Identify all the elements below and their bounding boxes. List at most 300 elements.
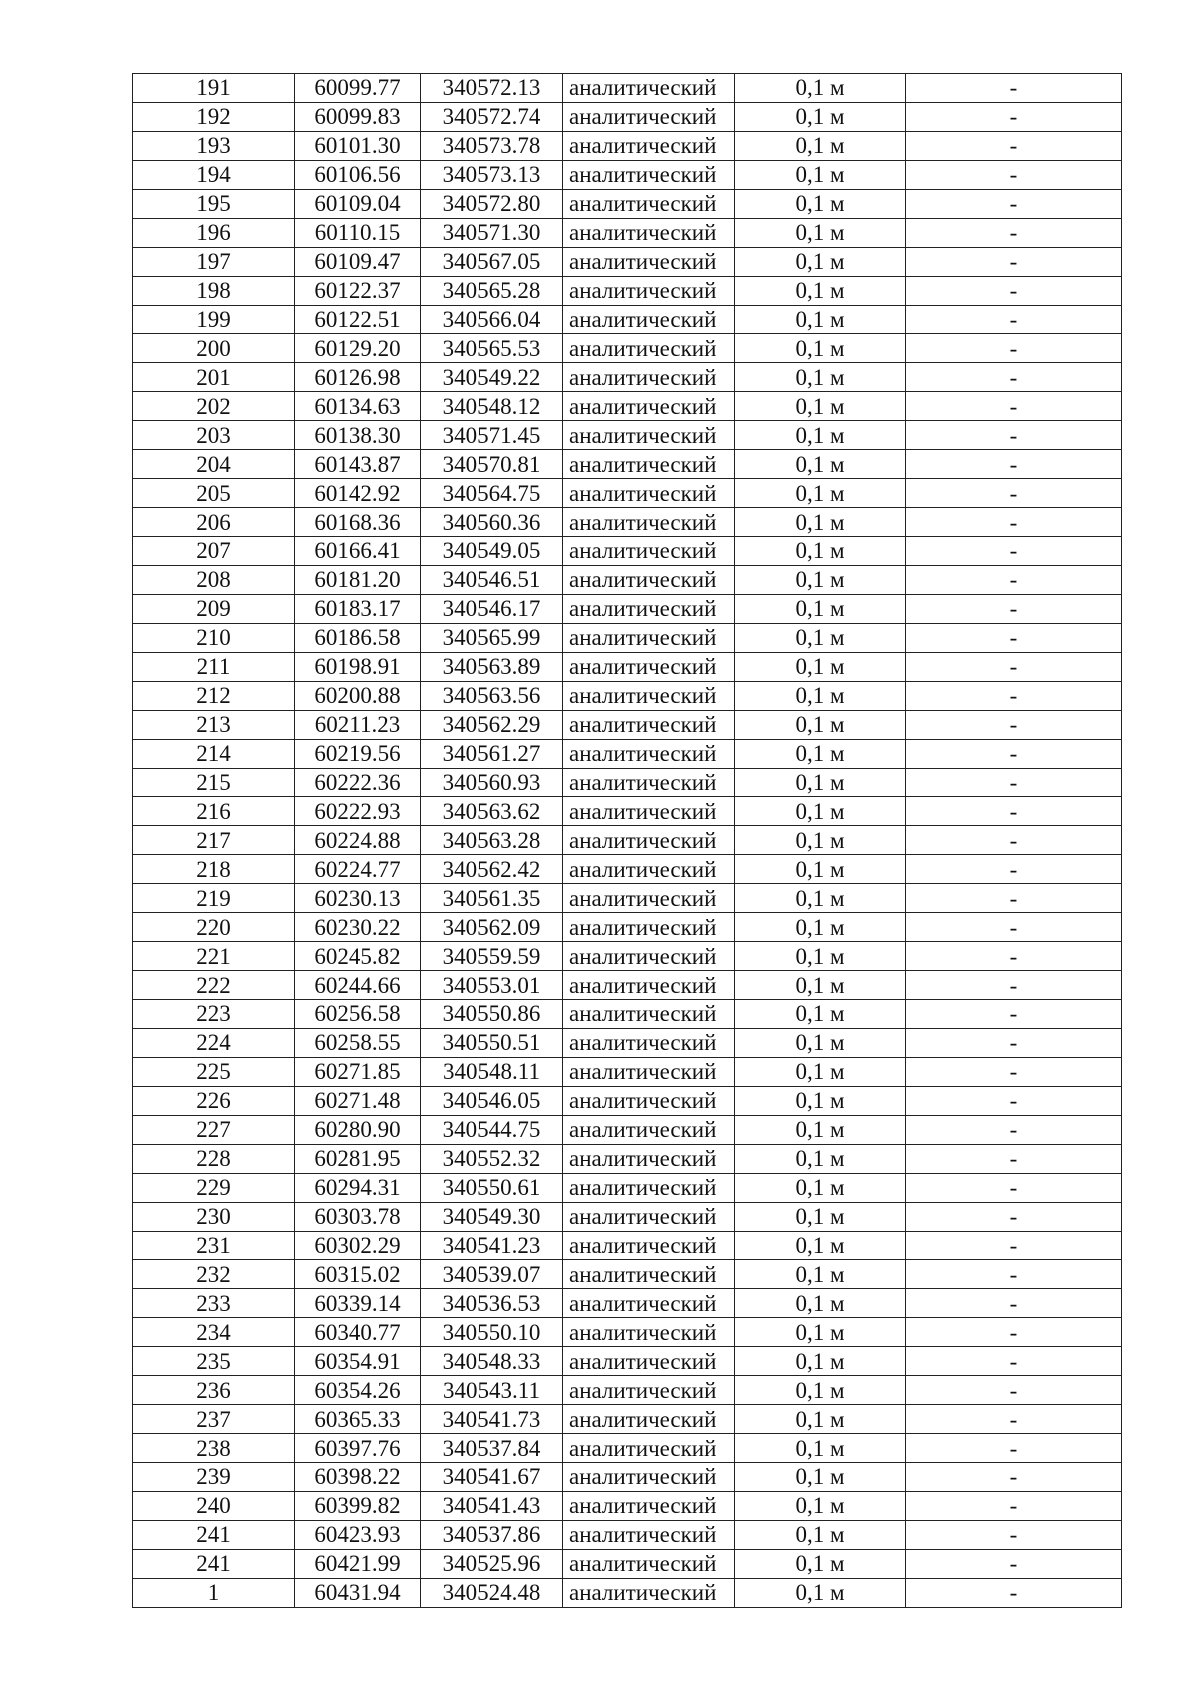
- y-coordinate-cell: 340566.04: [421, 305, 563, 334]
- accuracy-cell: 0,1 м: [735, 1202, 906, 1231]
- point-number-cell: 234: [133, 1318, 295, 1347]
- table-row: [133, 1463, 1122, 1492]
- note-cell: -: [906, 913, 1122, 942]
- y-coordinate-cell: 340541.73: [421, 1405, 563, 1434]
- note-cell: -: [906, 623, 1122, 652]
- accuracy-cell: 0,1 м: [735, 1289, 906, 1318]
- method-cell: аналитический: [563, 623, 735, 652]
- y-coordinate-cell: 340549.22: [421, 363, 563, 392]
- table-row: [133, 218, 1122, 247]
- table-row: [133, 479, 1122, 508]
- note-cell: -: [906, 189, 1122, 218]
- method-cell: аналитический: [563, 681, 735, 710]
- table-row: [133, 710, 1122, 739]
- y-coordinate-cell: 340550.61: [421, 1173, 563, 1202]
- y-coordinate-cell: 340567.05: [421, 247, 563, 276]
- x-coordinate-cell: 60399.82: [295, 1491, 421, 1520]
- y-coordinate-cell: 340524.48: [421, 1578, 563, 1607]
- note-cell: -: [906, 421, 1122, 450]
- accuracy-cell: 0,1 м: [735, 363, 906, 392]
- point-number-cell: 212: [133, 681, 295, 710]
- x-coordinate-cell: 60106.56: [295, 160, 421, 189]
- point-number-cell: 236: [133, 1376, 295, 1405]
- table-row: [133, 594, 1122, 623]
- x-coordinate-cell: 60099.77: [295, 74, 421, 103]
- y-coordinate-cell: 340553.01: [421, 971, 563, 1000]
- point-number-cell: 207: [133, 537, 295, 566]
- x-coordinate-cell: 60398.22: [295, 1463, 421, 1492]
- note-cell: -: [906, 131, 1122, 160]
- x-coordinate-cell: 60110.15: [295, 218, 421, 247]
- x-coordinate-cell: 60281.95: [295, 1144, 421, 1173]
- x-coordinate-cell: 60099.83: [295, 102, 421, 131]
- note-cell: -: [906, 1115, 1122, 1144]
- table-row: [133, 942, 1122, 971]
- table-row: [133, 1086, 1122, 1115]
- method-cell: аналитический: [563, 74, 735, 103]
- point-number-cell: 202: [133, 392, 295, 421]
- x-coordinate-cell: 60230.22: [295, 913, 421, 942]
- method-cell: аналитический: [563, 768, 735, 797]
- accuracy-cell: 0,1 м: [735, 421, 906, 450]
- note-cell: -: [906, 1405, 1122, 1434]
- table-row: [133, 508, 1122, 537]
- accuracy-cell: 0,1 м: [735, 1520, 906, 1549]
- point-number-cell: 205: [133, 479, 295, 508]
- y-coordinate-cell: 340552.32: [421, 1144, 563, 1173]
- accuracy-cell: 0,1 м: [735, 826, 906, 855]
- y-coordinate-cell: 340550.86: [421, 1000, 563, 1029]
- x-coordinate-cell: 60134.63: [295, 392, 421, 421]
- table-row: [133, 1376, 1122, 1405]
- accuracy-cell: 0,1 м: [735, 189, 906, 218]
- method-cell: аналитический: [563, 1173, 735, 1202]
- y-coordinate-cell: 340563.89: [421, 652, 563, 681]
- method-cell: аналитический: [563, 1578, 735, 1607]
- note-cell: -: [906, 1202, 1122, 1231]
- accuracy-cell: 0,1 м: [735, 1144, 906, 1173]
- table-row: [133, 681, 1122, 710]
- accuracy-cell: 0,1 м: [735, 855, 906, 884]
- y-coordinate-cell: 340565.99: [421, 623, 563, 652]
- accuracy-cell: 0,1 м: [735, 1231, 906, 1260]
- method-cell: аналитический: [563, 1463, 735, 1492]
- point-number-cell: 238: [133, 1434, 295, 1463]
- point-number-cell: 237: [133, 1405, 295, 1434]
- y-coordinate-cell: 340546.17: [421, 594, 563, 623]
- note-cell: -: [906, 565, 1122, 594]
- table-row: [133, 623, 1122, 652]
- point-number-cell: 194: [133, 160, 295, 189]
- accuracy-cell: 0,1 м: [735, 218, 906, 247]
- x-coordinate-cell: 60258.55: [295, 1028, 421, 1057]
- accuracy-cell: 0,1 м: [735, 1347, 906, 1376]
- x-coordinate-cell: 60423.93: [295, 1520, 421, 1549]
- accuracy-cell: 0,1 м: [735, 1578, 906, 1607]
- table-row: [133, 739, 1122, 768]
- y-coordinate-cell: 340541.23: [421, 1231, 563, 1260]
- accuracy-cell: 0,1 м: [735, 1173, 906, 1202]
- point-number-cell: 241: [133, 1549, 295, 1578]
- accuracy-cell: 0,1 м: [735, 1260, 906, 1289]
- table-row: [133, 1231, 1122, 1260]
- x-coordinate-cell: 60222.36: [295, 768, 421, 797]
- x-coordinate-cell: 60244.66: [295, 971, 421, 1000]
- note-cell: -: [906, 1028, 1122, 1057]
- x-coordinate-cell: 60129.20: [295, 334, 421, 363]
- table-row: [133, 1318, 1122, 1347]
- accuracy-cell: 0,1 м: [735, 1115, 906, 1144]
- method-cell: аналитический: [563, 565, 735, 594]
- x-coordinate-cell: 60222.93: [295, 797, 421, 826]
- y-coordinate-cell: 340537.84: [421, 1434, 563, 1463]
- accuracy-cell: 0,1 м: [735, 913, 906, 942]
- y-coordinate-cell: 340548.12: [421, 392, 563, 421]
- method-cell: аналитический: [563, 1115, 735, 1144]
- x-coordinate-cell: 60303.78: [295, 1202, 421, 1231]
- table-row: [133, 913, 1122, 942]
- table-row: [133, 1434, 1122, 1463]
- note-cell: -: [906, 884, 1122, 913]
- note-cell: -: [906, 1231, 1122, 1260]
- y-coordinate-cell: 340541.67: [421, 1463, 563, 1492]
- accuracy-cell: 0,1 м: [735, 1491, 906, 1520]
- y-coordinate-cell: 340550.51: [421, 1028, 563, 1057]
- note-cell: -: [906, 537, 1122, 566]
- accuracy-cell: 0,1 м: [735, 479, 906, 508]
- x-coordinate-cell: 60101.30: [295, 131, 421, 160]
- note-cell: -: [906, 74, 1122, 103]
- y-coordinate-cell: 340543.11: [421, 1376, 563, 1405]
- point-number-cell: 224: [133, 1028, 295, 1057]
- point-number-cell: 220: [133, 913, 295, 942]
- x-coordinate-cell: 60421.99: [295, 1549, 421, 1578]
- table-row: [133, 1057, 1122, 1086]
- point-number-cell: 219: [133, 884, 295, 913]
- table-row: [133, 1000, 1122, 1029]
- note-cell: -: [906, 826, 1122, 855]
- accuracy-cell: 0,1 м: [735, 305, 906, 334]
- accuracy-cell: 0,1 м: [735, 1376, 906, 1405]
- y-coordinate-cell: 340565.28: [421, 276, 563, 305]
- accuracy-cell: 0,1 м: [735, 1549, 906, 1578]
- coordinates-table-body: [133, 74, 1122, 1608]
- table-row: [133, 652, 1122, 681]
- point-number-cell: 235: [133, 1347, 295, 1376]
- note-cell: -: [906, 276, 1122, 305]
- method-cell: аналитический: [563, 826, 735, 855]
- table-row: [133, 1173, 1122, 1202]
- method-cell: аналитический: [563, 884, 735, 913]
- table-row: [133, 276, 1122, 305]
- note-cell: -: [906, 971, 1122, 1000]
- note-cell: -: [906, 479, 1122, 508]
- note-cell: -: [906, 1057, 1122, 1086]
- accuracy-cell: 0,1 м: [735, 102, 906, 131]
- method-cell: аналитический: [563, 1202, 735, 1231]
- table-row: [133, 1115, 1122, 1144]
- accuracy-cell: 0,1 м: [735, 247, 906, 276]
- method-cell: аналитический: [563, 479, 735, 508]
- method-cell: аналитический: [563, 189, 735, 218]
- accuracy-cell: 0,1 м: [735, 942, 906, 971]
- accuracy-cell: 0,1 м: [735, 768, 906, 797]
- table-row: [133, 334, 1122, 363]
- method-cell: аналитический: [563, 160, 735, 189]
- accuracy-cell: 0,1 м: [735, 508, 906, 537]
- note-cell: -: [906, 1463, 1122, 1492]
- x-coordinate-cell: 60200.88: [295, 681, 421, 710]
- method-cell: аналитический: [563, 1000, 735, 1029]
- y-coordinate-cell: 340541.43: [421, 1491, 563, 1520]
- accuracy-cell: 0,1 м: [735, 74, 906, 103]
- point-number-cell: 200: [133, 334, 295, 363]
- method-cell: аналитический: [563, 421, 735, 450]
- point-number-cell: 1: [133, 1578, 295, 1607]
- method-cell: аналитический: [563, 1086, 735, 1115]
- y-coordinate-cell: 340561.27: [421, 739, 563, 768]
- accuracy-cell: 0,1 м: [735, 565, 906, 594]
- table-row: [133, 855, 1122, 884]
- y-coordinate-cell: 340562.42: [421, 855, 563, 884]
- point-number-cell: 233: [133, 1289, 295, 1318]
- method-cell: аналитический: [563, 1231, 735, 1260]
- x-coordinate-cell: 60397.76: [295, 1434, 421, 1463]
- method-cell: аналитический: [563, 797, 735, 826]
- point-number-cell: 197: [133, 247, 295, 276]
- method-cell: аналитический: [563, 594, 735, 623]
- x-coordinate-cell: 60183.17: [295, 594, 421, 623]
- accuracy-cell: 0,1 м: [735, 1086, 906, 1115]
- method-cell: аналитический: [563, 247, 735, 276]
- y-coordinate-cell: 340572.13: [421, 74, 563, 103]
- note-cell: -: [906, 797, 1122, 826]
- point-number-cell: 218: [133, 855, 295, 884]
- note-cell: -: [906, 1549, 1122, 1578]
- table-row: [133, 1578, 1122, 1607]
- accuracy-cell: 0,1 м: [735, 276, 906, 305]
- x-coordinate-cell: 60271.85: [295, 1057, 421, 1086]
- note-cell: -: [906, 102, 1122, 131]
- method-cell: аналитический: [563, 652, 735, 681]
- y-coordinate-cell: 340548.11: [421, 1057, 563, 1086]
- method-cell: аналитический: [563, 971, 735, 1000]
- method-cell: аналитический: [563, 1057, 735, 1086]
- point-number-cell: 231: [133, 1231, 295, 1260]
- point-number-cell: 199: [133, 305, 295, 334]
- point-number-cell: 240: [133, 1491, 295, 1520]
- x-coordinate-cell: 60365.33: [295, 1405, 421, 1434]
- note-cell: -: [906, 363, 1122, 392]
- y-coordinate-cell: 340539.07: [421, 1260, 563, 1289]
- note-cell: -: [906, 681, 1122, 710]
- note-cell: -: [906, 768, 1122, 797]
- x-coordinate-cell: 60271.48: [295, 1086, 421, 1115]
- point-number-cell: 225: [133, 1057, 295, 1086]
- method-cell: аналитический: [563, 1318, 735, 1347]
- coordinates-table: [132, 73, 1122, 1608]
- x-coordinate-cell: 60354.26: [295, 1376, 421, 1405]
- point-number-cell: 229: [133, 1173, 295, 1202]
- x-coordinate-cell: 60224.88: [295, 826, 421, 855]
- x-coordinate-cell: 60186.58: [295, 623, 421, 652]
- y-coordinate-cell: 340548.33: [421, 1347, 563, 1376]
- point-number-cell: 204: [133, 450, 295, 479]
- method-cell: аналитический: [563, 855, 735, 884]
- table-row: [133, 1202, 1122, 1231]
- point-number-cell: 193: [133, 131, 295, 160]
- accuracy-cell: 0,1 м: [735, 1318, 906, 1347]
- table-row: [133, 1549, 1122, 1578]
- x-coordinate-cell: 60109.47: [295, 247, 421, 276]
- method-cell: аналитический: [563, 102, 735, 131]
- method-cell: аналитический: [563, 1028, 735, 1057]
- note-cell: -: [906, 392, 1122, 421]
- method-cell: аналитический: [563, 131, 735, 160]
- point-number-cell: 195: [133, 189, 295, 218]
- method-cell: аналитический: [563, 1491, 735, 1520]
- x-coordinate-cell: 60109.04: [295, 189, 421, 218]
- table-row: [133, 160, 1122, 189]
- accuracy-cell: 0,1 м: [735, 1000, 906, 1029]
- x-coordinate-cell: 60294.31: [295, 1173, 421, 1202]
- point-number-cell: 227: [133, 1115, 295, 1144]
- table-row: [133, 450, 1122, 479]
- point-number-cell: 221: [133, 942, 295, 971]
- note-cell: -: [906, 1376, 1122, 1405]
- method-cell: аналитический: [563, 942, 735, 971]
- accuracy-cell: 0,1 м: [735, 334, 906, 363]
- table-row: [133, 971, 1122, 1000]
- note-cell: -: [906, 1173, 1122, 1202]
- note-cell: -: [906, 1289, 1122, 1318]
- x-coordinate-cell: 60280.90: [295, 1115, 421, 1144]
- point-number-cell: 209: [133, 594, 295, 623]
- x-coordinate-cell: 60142.92: [295, 479, 421, 508]
- y-coordinate-cell: 340571.45: [421, 421, 563, 450]
- point-number-cell: 226: [133, 1086, 295, 1115]
- method-cell: аналитический: [563, 508, 735, 537]
- y-coordinate-cell: 340565.53: [421, 334, 563, 363]
- point-number-cell: 215: [133, 768, 295, 797]
- method-cell: аналитический: [563, 276, 735, 305]
- x-coordinate-cell: 60256.58: [295, 1000, 421, 1029]
- note-cell: -: [906, 1347, 1122, 1376]
- point-number-cell: 223: [133, 1000, 295, 1029]
- table-row: [133, 1260, 1122, 1289]
- x-coordinate-cell: 60168.36: [295, 508, 421, 537]
- method-cell: аналитический: [563, 1549, 735, 1578]
- table-row: [133, 826, 1122, 855]
- accuracy-cell: 0,1 м: [735, 392, 906, 421]
- note-cell: -: [906, 855, 1122, 884]
- table-row: [133, 247, 1122, 276]
- x-coordinate-cell: 60315.02: [295, 1260, 421, 1289]
- y-coordinate-cell: 340560.36: [421, 508, 563, 537]
- x-coordinate-cell: 60340.77: [295, 1318, 421, 1347]
- y-coordinate-cell: 340572.80: [421, 189, 563, 218]
- point-number-cell: 232: [133, 1260, 295, 1289]
- y-coordinate-cell: 340571.30: [421, 218, 563, 247]
- point-number-cell: 201: [133, 363, 295, 392]
- note-cell: -: [906, 942, 1122, 971]
- table-row: [133, 305, 1122, 334]
- accuracy-cell: 0,1 м: [735, 971, 906, 1000]
- x-coordinate-cell: 60245.82: [295, 942, 421, 971]
- method-cell: аналитический: [563, 450, 735, 479]
- point-number-cell: 211: [133, 652, 295, 681]
- method-cell: аналитический: [563, 1289, 735, 1318]
- point-number-cell: 208: [133, 565, 295, 594]
- point-number-cell: 222: [133, 971, 295, 1000]
- accuracy-cell: 0,1 м: [735, 131, 906, 160]
- x-coordinate-cell: 60224.77: [295, 855, 421, 884]
- y-coordinate-cell: 340561.35: [421, 884, 563, 913]
- method-cell: аналитический: [563, 334, 735, 363]
- y-coordinate-cell: 340546.05: [421, 1086, 563, 1115]
- method-cell: аналитический: [563, 1405, 735, 1434]
- table-row: [133, 1405, 1122, 1434]
- y-coordinate-cell: 340562.09: [421, 913, 563, 942]
- table-row: [133, 1028, 1122, 1057]
- table-row: [133, 768, 1122, 797]
- method-cell: аналитический: [563, 305, 735, 334]
- y-coordinate-cell: 340536.53: [421, 1289, 563, 1318]
- y-coordinate-cell: 340560.93: [421, 768, 563, 797]
- note-cell: -: [906, 1434, 1122, 1463]
- x-coordinate-cell: 60138.30: [295, 421, 421, 450]
- method-cell: аналитический: [563, 710, 735, 739]
- table-row: [133, 537, 1122, 566]
- point-number-cell: 213: [133, 710, 295, 739]
- accuracy-cell: 0,1 м: [735, 681, 906, 710]
- method-cell: аналитический: [563, 1260, 735, 1289]
- note-cell: -: [906, 652, 1122, 681]
- note-cell: -: [906, 1520, 1122, 1549]
- x-coordinate-cell: 60302.29: [295, 1231, 421, 1260]
- method-cell: аналитический: [563, 913, 735, 942]
- accuracy-cell: 0,1 м: [735, 623, 906, 652]
- point-number-cell: 239: [133, 1463, 295, 1492]
- table-row: [133, 1347, 1122, 1376]
- accuracy-cell: 0,1 м: [735, 710, 906, 739]
- note-cell: -: [906, 1318, 1122, 1347]
- table-row: [133, 421, 1122, 450]
- y-coordinate-cell: 340537.86: [421, 1520, 563, 1549]
- point-number-cell: 230: [133, 1202, 295, 1231]
- accuracy-cell: 0,1 м: [735, 1434, 906, 1463]
- y-coordinate-cell: 340564.75: [421, 479, 563, 508]
- table-row: [133, 565, 1122, 594]
- x-coordinate-cell: 60181.20: [295, 565, 421, 594]
- note-cell: -: [906, 1000, 1122, 1029]
- accuracy-cell: 0,1 м: [735, 739, 906, 768]
- table-row: [133, 363, 1122, 392]
- x-coordinate-cell: 60166.41: [295, 537, 421, 566]
- note-cell: -: [906, 1578, 1122, 1607]
- y-coordinate-cell: 340572.74: [421, 102, 563, 131]
- y-coordinate-cell: 340546.51: [421, 565, 563, 594]
- table-row: [133, 884, 1122, 913]
- note-cell: -: [906, 305, 1122, 334]
- table-row: [133, 392, 1122, 421]
- point-number-cell: 228: [133, 1144, 295, 1173]
- x-coordinate-cell: 60126.98: [295, 363, 421, 392]
- table-row: [133, 74, 1122, 103]
- point-number-cell: 217: [133, 826, 295, 855]
- point-number-cell: 210: [133, 623, 295, 652]
- y-coordinate-cell: 340544.75: [421, 1115, 563, 1144]
